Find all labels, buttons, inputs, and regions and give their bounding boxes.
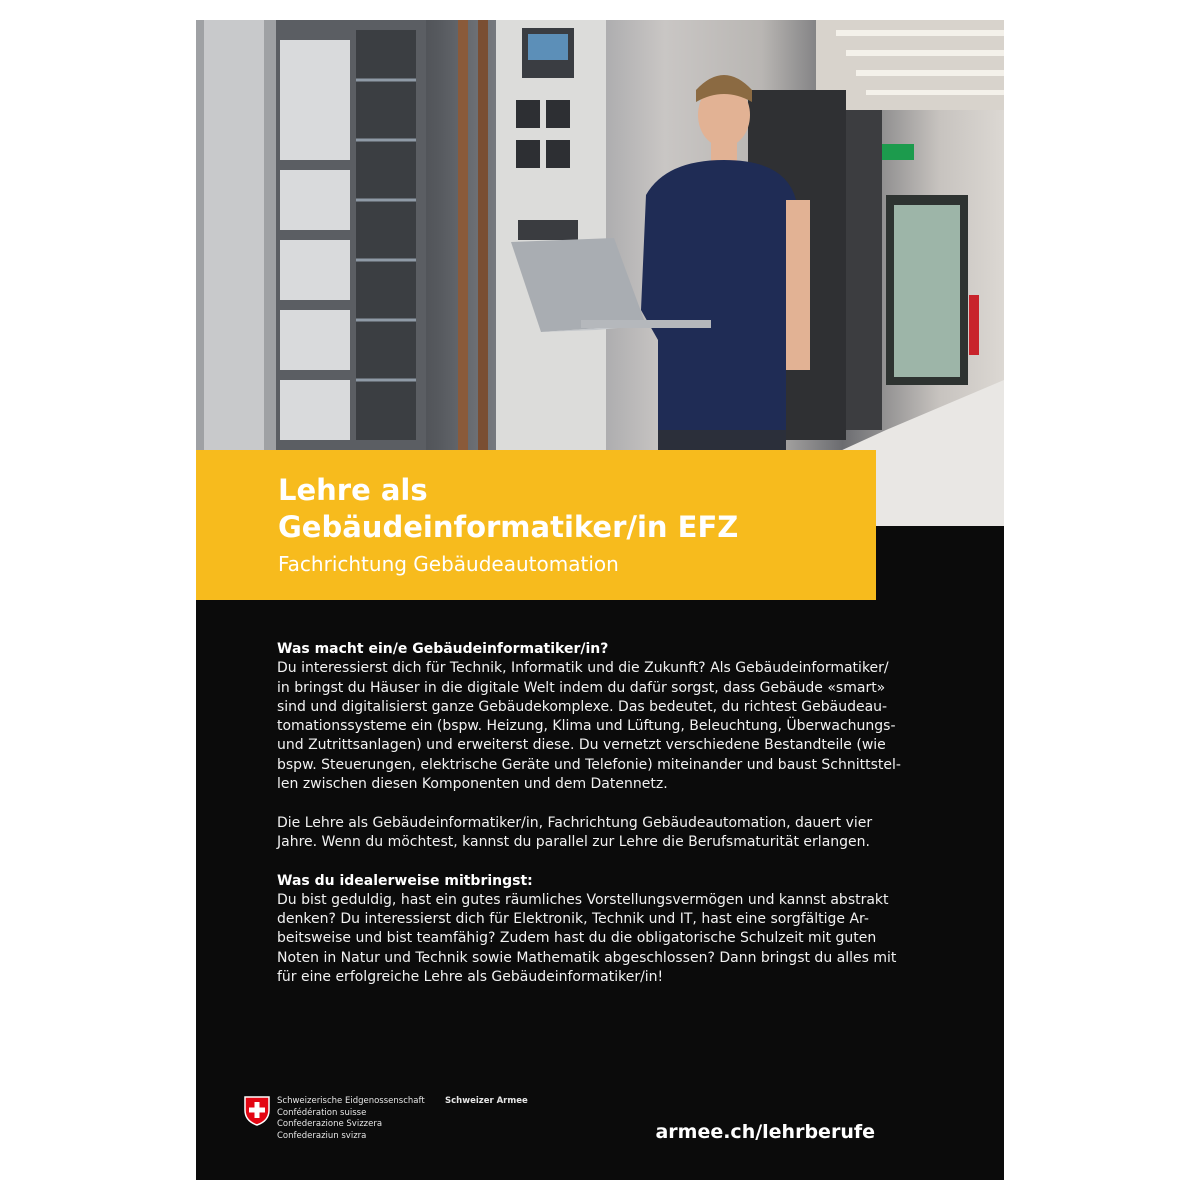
confederation-it: Confederazione Svizzera (277, 1119, 383, 1130)
paragraph-line: Noten in Natur und Technik sowie Mathematik abgeschlossen? Dann bringst du alles mit (277, 949, 897, 966)
paragraph-line: und Zutrittsanlagen) und erweiterst diese. Du vernetzt verschiedene Bestandteile (wie (277, 737, 886, 754)
paragraph-line: bspw. Steuerungen, elektrische Geräte und Telefonie) miteinander und baust Schnittstel- (277, 756, 901, 773)
paragraph-line: Jahre. Wenn du möchtest, kannst du parallel zur Lehre die Berufsmaturität erlangen. (277, 833, 870, 850)
paragraph-line: in bringst du Häuser in die digitale Welt indem du dafür sorgst, dass Gebäude «smart» (277, 679, 886, 696)
swiss-cross-shield-icon (244, 1096, 270, 1126)
paragraph-line: beitsweise und bist teamfähig? Zudem hast du die obligatorische Schulzeit mit guten (277, 930, 877, 947)
paragraph-line: tomationssysteme ein (bspw. Heizung, Klima und Lüftung, Beleuchtung, Überwachungs- (277, 718, 896, 735)
page-subtitle: Fachrichtung Gebäudeautomation (278, 552, 619, 576)
confederation-de: Schweizerische Eidgenossenschaft (277, 1096, 425, 1106)
page-title (278, 472, 858, 546)
paragraph-line: Die Lehre als Gebäudeinformatiker/in, Fachrichtung Gebäudeautomation, dauert vier (277, 814, 873, 831)
paragraph-line: Du interessierst dich für Technik, Informatik und die Zukunft? Als Gebäudeinformatiker/ (277, 660, 889, 677)
poster (196, 20, 1004, 1180)
confederation-fr: Confédération suisse (277, 1107, 367, 1118)
title-line-1: Lehre als (278, 473, 428, 507)
confederation-rm: Confederaziun svizra (277, 1131, 367, 1142)
paragraph-line: für eine erfolgreiche Lehre als Gebäudeinformatiker/in! (277, 969, 664, 986)
paragraph-line: denken? Du interessierst dich für Elektronik, Technik und IT, hast eine sorgfältige Ar- (277, 911, 869, 928)
title-line-2: Gebäudeinformatiker/in EFZ (278, 510, 739, 544)
website-link[interactable]: armee.ch/lehrberufe (655, 1121, 875, 1143)
paragraph-gap (277, 852, 880, 871)
section-heading-what: Was macht ein/e Gebäudeinformatiker/in? (277, 641, 609, 657)
armee-label: Schweizer Armee (445, 1096, 528, 1106)
confederation-names (277, 1096, 447, 1143)
paragraph-line: len zwischen diesen Komponenten und dem Datennetz. (277, 776, 668, 793)
body-text (277, 640, 901, 987)
paragraph-line: sind und digitalisierst ganze Gebäudekomplexe. Das bedeutet, du richtest Gebäudeau- (277, 698, 888, 715)
paragraph-gap (277, 794, 880, 813)
paragraph-line: Du bist geduldig, hast ein gutes räumliches Vorstellungsvermögen und kannst abstrakt (277, 891, 889, 908)
title-banner (196, 450, 876, 600)
section-heading-requirements: Was du idealerweise mitbringst: (277, 872, 533, 889)
